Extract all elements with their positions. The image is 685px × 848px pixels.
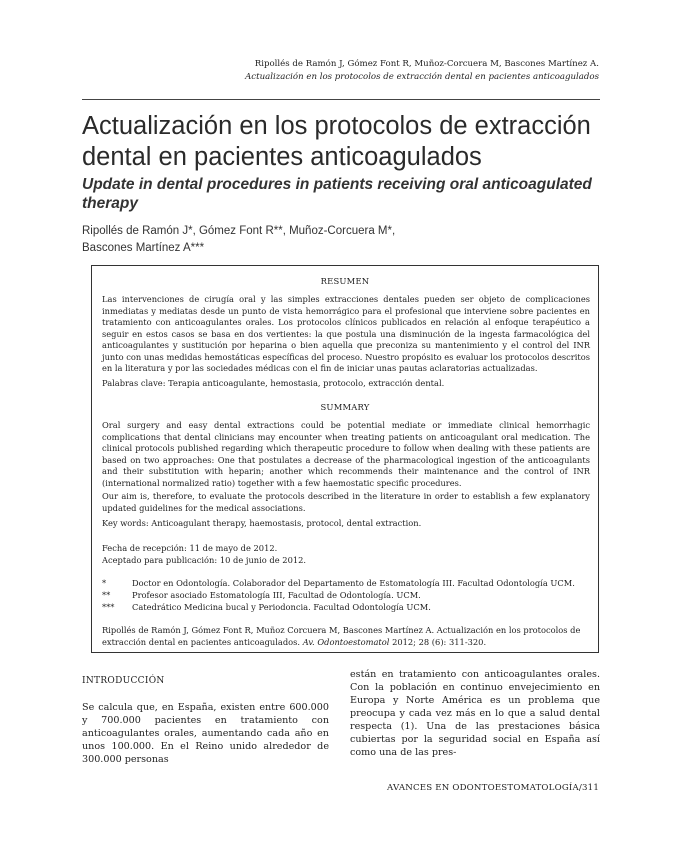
- affiliation-text: Catedrático Medicina bucal y Periodoncia. Facultad Odontología UCM.: [132, 602, 431, 612]
- article-title: Actualización en los protocolos de extracción dental en pacientes anticoagulados: [82, 112, 591, 171]
- citation-journal: Av. Odontoestomatol: [302, 636, 390, 647]
- body-column-left: Se calcula que, en España, existen entre 600.000 y 700.000 pacientes en tratamiento con anticoagulantes orales, aumentando cada año en unos 100.000. En el Reino unido alrededor de 300.000 personas: [82, 702, 329, 765]
- summary-aim: Our aim is, therefore, to evaluate the protocols described in the literature in order to establish a few explanatory updated guidelines for the medical associations.: [102, 491, 590, 513]
- affiliation: [102, 602, 431, 614]
- affiliation: [102, 590, 421, 602]
- affiliation-mark: ***: [102, 602, 115, 612]
- affiliation-mark: **: [102, 590, 111, 600]
- running-header-title: Actualización en los protocolos de extracción dental en pacientes anticoagulados: [245, 72, 599, 82]
- citation: [102, 625, 590, 648]
- citation-text: Ripollés de Ramón J, Gómez Font R, Muñoz Corcuera M, Bascones Martínez A. Actualización en los protocolos de extracción dental en pacientes anticoagulados.: [102, 625, 581, 647]
- palabras-clave: Palabras clave: Terapia anticoagulante, hemostasia, protocolo, extracción dental.: [102, 378, 445, 388]
- affiliation-text: Profesor asociado Estomatología III, Facultad de Odontología. UCM.: [132, 590, 421, 600]
- abstract-box: [91, 265, 599, 653]
- affiliation: [102, 578, 575, 590]
- received-date: Fecha de recepción: 11 de mayo de 2012.: [102, 543, 278, 553]
- affiliation-text: Doctor en Odontología. Colaborador del Departamento de Estomatología III. Facultad Odontología UCM.: [132, 578, 575, 588]
- running-header-authors: Ripollés de Ramón J, Gómez Font R, Muñoz-Corcuera M, Bascones Martínez A.: [254, 59, 599, 69]
- resumen-text: Las intervenciones de cirugía oral y las simples extracciones dentales pueden ser objeto de complicaciones inmediatas y mediatas desde un punto de vista hemorrágico para el profesional que interviene sobre pacientes en tratamiento con anticoagulantes orales. Los protocolos clínicos publicados en relación al enfoque terapéutico a seguir en estos casos se basa en dos vertientes: la que postula una disminución de la ingesta farmacológica del anticoagulantes y sustitución por heparina o bien aquella que preconiza su mantenimiento y el control del INR junto con unas medidas hemostáticas específicas del proceso. Nuestro propósito es evaluar los protocolos descritos en la literatura y por las sociedades médicas con el fin de iniciar unas pautas aclaratorias actualizadas.: [102, 294, 590, 373]
- authors-line-1: Ripollés de Ramón J*, Gómez Font R**, Muñoz-Corcuera M*,: [82, 225, 396, 237]
- article-authors: [82, 223, 602, 257]
- key-words: Key words: Anticoagulant therapy, haemostasis, protocol, dental extraction.: [102, 518, 422, 528]
- article-title-english: Update in dental procedures in patients receiving oral anticoagulated therapy: [82, 176, 592, 212]
- introduction-heading: INTRODUCCIÓN: [82, 676, 165, 686]
- page-footer: AVANCES EN ODONTOESTOMATOLOGÍA/311: [387, 783, 599, 793]
- summary-text: Oral surgery and easy dental extractions could be potential mediate or immediate clinical hemorrhagic complications that dental clinicians may encounter when treating patients on anticoagulant oral medication. The clinical protocols published regarding which therapeutic procedure to follow when dealing with these patients are based on two approaches: One that postulates a decrease of the pharmacological ingestion of the anticoagulants and their substitution with heparin; another which recommends their maintenance and the control of INR (international normalized ratio) together with a few haemostatic specific procedures.: [102, 420, 590, 488]
- summary-heading: SUMMARY: [320, 402, 370, 412]
- accepted-date: Aceptado para publicación: 10 de junio de 2012.: [102, 555, 307, 565]
- body-column-right: están en tratamiento con anticoagulantes orales. Con la población en continuo envejecimiento en Europa y Norte América es un problema que preocupa y cada vez más en lo que a salud dental respecta (1). Una de las prestaciones básica cubiertas por la seguridad social en España así como una de las pres-: [350, 669, 600, 758]
- resumen-heading: RESUMEN: [320, 276, 370, 286]
- citation-ref: 2012; 28 (6): 311-320.: [392, 636, 487, 647]
- header-divider: [82, 99, 600, 100]
- affiliation-mark: *: [102, 578, 107, 588]
- authors-line-2: Bascones Martínez A***: [82, 242, 205, 254]
